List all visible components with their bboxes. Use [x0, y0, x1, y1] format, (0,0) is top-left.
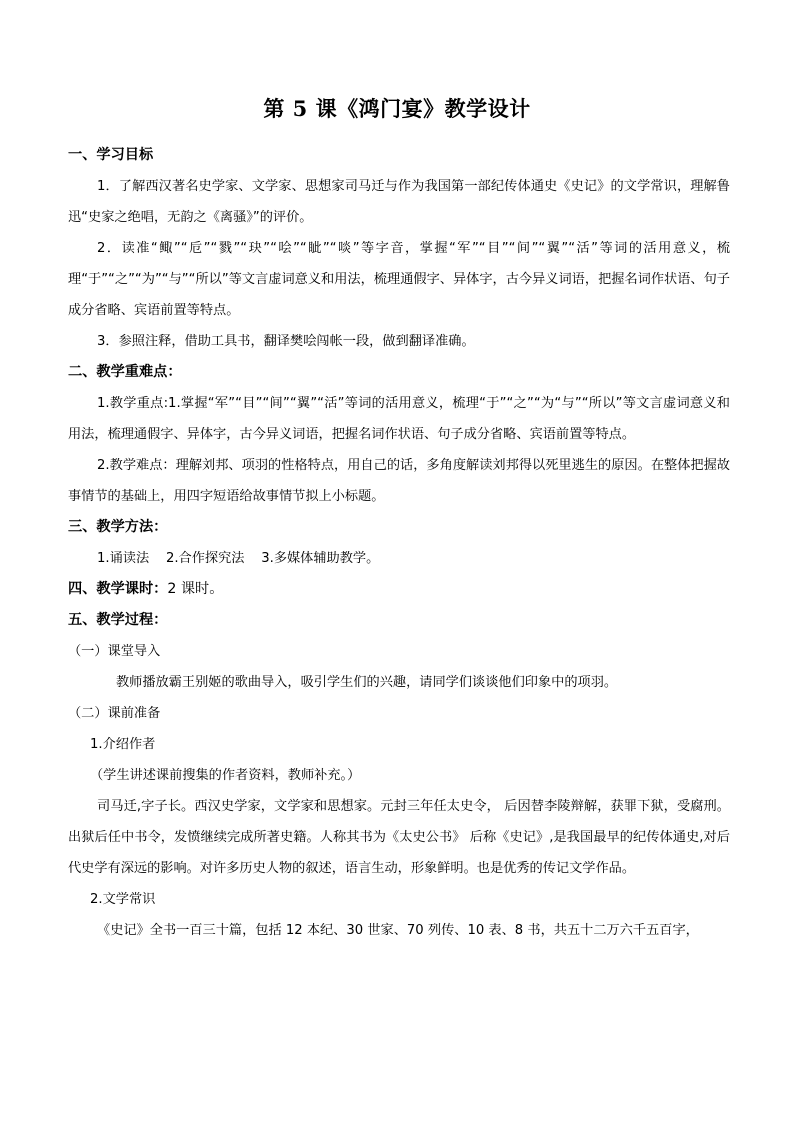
paragraph-goal-2: 2．读准“鲰”“卮”“戮”“玦”“哙”“眦”“啖”等字音，掌握“军”“目”“间”“翼”“活”等词的活用意义，梳理“于”“之”“为”“与”“所以”等文言虚词意义和用法，梳理通假字、异体字，古今异义词语，把握名词作状语、句子成分省略、宾语前置等特点。: [68, 241, 730, 318]
document-body: [68, 140, 730, 946]
item-literary-knowledge: 2.文学常识: [90, 892, 156, 907]
paragraph-methods: 1.诵读法 2.合作探究法 3.多媒体辅助教学。: [97, 551, 380, 566]
subheading-intro: （一）课堂导入: [68, 644, 161, 659]
section-heading-learning-goals: 一、学习目标: [68, 147, 154, 163]
section-heading-methods: 三、教学方法：: [68, 519, 168, 535]
paragraph-goal-1: 1．了解西汉著名史学家、文学家、思想家司马迁与作为我国第一部纪传体通史《史记》的文学常识，理解鲁迅“史家之绝唱，无韵之《离骚》”的评价。: [68, 179, 730, 225]
document-title: 第 5 课《鸿门宴》教学设计: [263, 96, 531, 121]
paragraph-intro: 教师播放霸王别姬的歌曲导入，吸引学生们的兴趣，请同学们谈谈他们印象中的项羽。: [116, 675, 618, 690]
subheading-preparation: （二）课前准备: [68, 706, 161, 721]
item-introduce-author: 1.介绍作者: [90, 737, 156, 752]
paragraph-author-note: （学生讲述课前搜集的作者资料，教师补充。）: [90, 768, 361, 783]
class-hours-label: 四、教学课时：: [68, 581, 168, 597]
section-heading-key-points: 二、教学重难点：: [68, 364, 182, 380]
paragraph-shiji: 《史记》全书一百三十篇，包括 12 本纪、30 世家、70 列传、10 表、8 书，共五十二万六千五百字，: [97, 923, 699, 938]
paragraph-goal-3: 3．参照注释，借助工具书，翻译樊哙闯帐一段，做到翻译准确。: [97, 334, 475, 349]
class-hours-value: 2 课时。: [167, 581, 224, 597]
paragraph-difficult-point: 2.教学难点：理解刘邦、项羽的性格特点，用自己的话，多角度解读刘邦得以死里逃生的原因。在整体把握故事情节的基础上，用四字短语给故事情节拟上小标题。: [68, 458, 730, 504]
section-heading-process: 五、教学过程：: [68, 612, 168, 628]
paragraph-key-point: 1.教学重点:1.掌握“军”“目”“间”“翼”“活”等词的活用意义，梳理“于”“之”“为“与”“所以”等文言虚词意义和用法，梳理通假字、异体字，古今异义词语，把握名词作状语、句子成分省略、宾语前置等特点。: [68, 396, 730, 442]
paragraph-author-bio: 司马迁,字子长。西汉史学家，文学家和思想家。元封三年任太史令， 后因替李陵辩解，获罪下狱，受腐刑。出狱后任中书令，发愤继续完成所著史籍。人称其书为《太史公书》 后称《史记》,是我国最早的纪传体通史,对后代史学有深远的影响。对许多历史人物的叙述，语言生动，形象鲜明。也是优秀的传记文学作品。: [68, 799, 730, 876]
section-heading-class-hours: [68, 574, 730, 605]
